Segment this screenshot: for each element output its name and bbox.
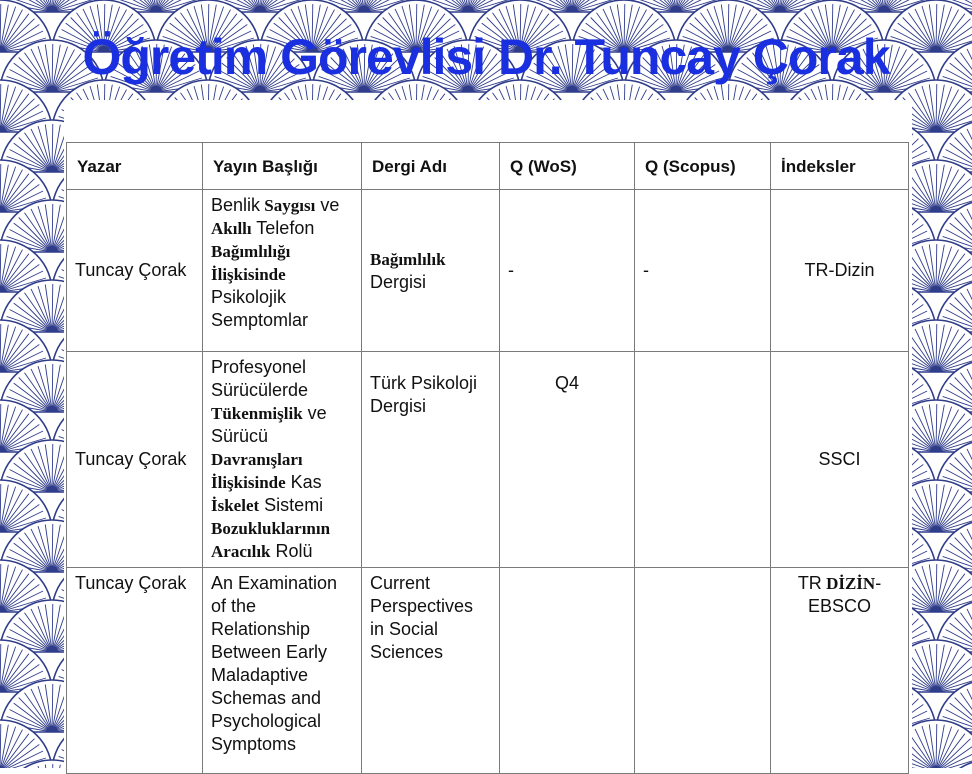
cell-journal (362, 190, 500, 352)
cell-author: Tuncay Çorak (67, 352, 203, 568)
header-indexes: İndeksler (771, 143, 909, 190)
cell-scopus: - (635, 190, 771, 352)
title-fragment: İskelet (211, 496, 260, 515)
cell-title (203, 352, 362, 568)
title-fragment: Akıllı (211, 219, 252, 238)
cell-author: Tuncay Çorak (67, 190, 203, 352)
index-fragment: - EBSCO (807, 573, 882, 616)
title-fragment: ve (315, 195, 340, 215)
cell-indexes: TR-Dizin (771, 190, 909, 352)
title-fragment: Bağımlılığı (211, 242, 291, 261)
cell-journal: Türk Psikoloji Dergisi (362, 352, 500, 568)
title-fragment: Tükenmişlik (211, 404, 303, 423)
title-fragment: Psikolojik (211, 287, 287, 307)
title-fragment: Semptomlar (211, 310, 309, 330)
cell-scopus (635, 568, 771, 774)
table-row (67, 568, 909, 774)
page-title: Öğretim Görevlisi Dr. Tuncay Çorak (82, 29, 890, 85)
cell-title (203, 190, 362, 352)
header-title: Yayın Başlığı (203, 143, 362, 190)
cell-title: An Examination of the Relationship Between Early Maladaptive Schemas and Psychological Symptoms (203, 568, 362, 774)
table-row (67, 352, 909, 568)
title-fragment: İlişkisinde (211, 265, 286, 284)
title-fragment: Telefon (251, 218, 315, 238)
header-journal: Dergi Adı (362, 143, 500, 190)
cell-indexes: SSCI (771, 352, 909, 568)
title-fragment: Profesyonel Sürücülerde (211, 357, 309, 400)
title-fragment: ve Sürücü (211, 403, 327, 446)
journal-fragment: Bağımlılık (370, 249, 446, 269)
index-fragment: DİZİN (821, 574, 876, 593)
cell-wos: - (500, 190, 635, 352)
table-header-row (67, 143, 909, 190)
title-fragment: Davranışları İlişkisinde (211, 450, 303, 492)
cell-scopus (635, 352, 771, 568)
cell-indexes (771, 568, 909, 774)
cell-wos (500, 568, 635, 774)
title-fragment: Bozukluklarının Aracılık (211, 519, 331, 561)
title-fragment: Benlik (211, 195, 261, 215)
cell-author: Tuncay Çorak (67, 568, 203, 774)
header-scopus: Q (Scopus) (635, 143, 771, 190)
title-fragment: Kas (285, 472, 322, 492)
title-fragment: Saygısı (260, 196, 316, 215)
header-wos: Q (WoS) (500, 143, 635, 190)
document-sheet (64, 100, 912, 768)
table-row (67, 190, 909, 352)
journal-fragment: Dergisi (370, 271, 427, 292)
publications-table (66, 142, 909, 774)
header-author: Yazar (67, 143, 203, 190)
title-fragment: Rolü (270, 541, 313, 561)
cell-journal: Current Perspectives in Social Sciences (362, 568, 500, 774)
title-fragment: Sistemi (259, 495, 324, 515)
cell-wos: Q4 (500, 352, 635, 568)
index-fragment: TR (797, 573, 822, 593)
